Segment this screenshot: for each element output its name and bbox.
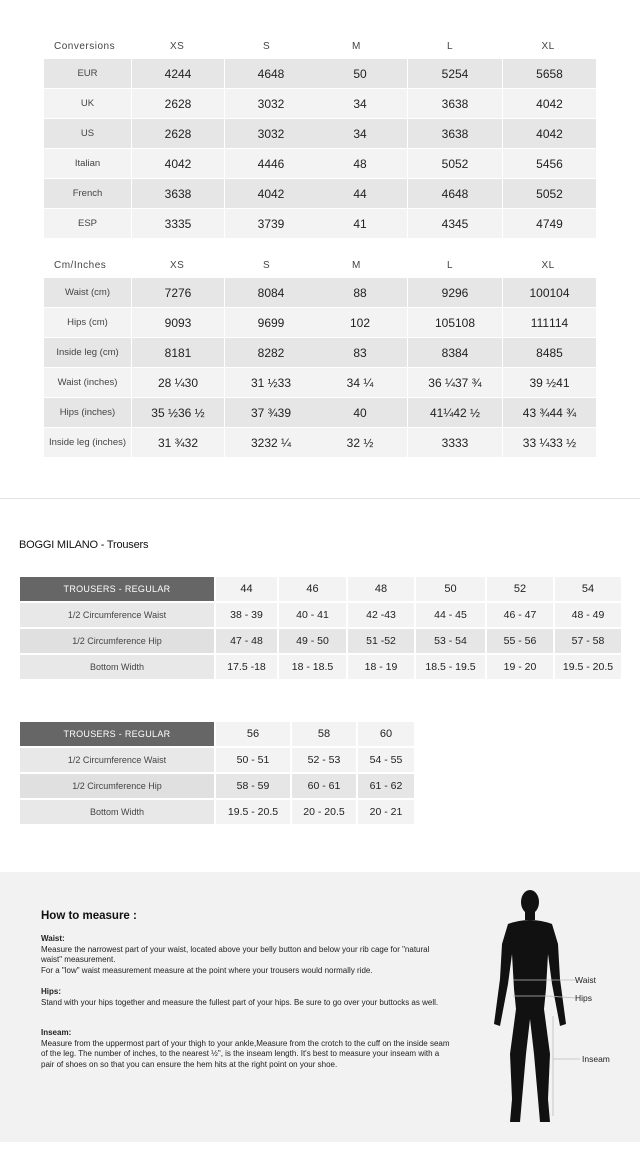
cell-value: 40 - 41 [279, 603, 346, 627]
row-label: Inside leg (inches) [44, 428, 131, 457]
cell-value: 33 [277, 375, 292, 390]
conversions-table [44, 33, 596, 239]
cell-value: 28 [178, 126, 192, 141]
cell-value: 36 [441, 126, 455, 141]
cell-value: 40 [536, 126, 550, 141]
row-label: US [44, 119, 131, 148]
cell-value: 28 ¼ [157, 375, 185, 390]
size-cell [408, 119, 502, 148]
size-cell [408, 149, 502, 178]
cell-value: 36 [164, 186, 178, 201]
waist-text-1: Measure the narrowest part of your waist, located above your belly button and below your rib cage for "natural waist" measurement. [41, 944, 430, 964]
cell-value: 41 [353, 216, 367, 231]
size-cell [408, 278, 502, 307]
cell-value: 19.5 - 20.5 [555, 655, 621, 679]
cell-value: 50 [353, 66, 367, 81]
cell-value: 96 [257, 315, 271, 330]
table-row [44, 149, 596, 179]
body-silhouette-figure [480, 884, 580, 1134]
waist-text-2: For a "low" waist measurement measure at the point where your trousers would normally ride. [41, 965, 373, 975]
cell-value: 43 ¾ [522, 405, 550, 420]
cell-value: 44 [353, 186, 367, 201]
inseam-text: Measure from the uppermost part of your thigh to your ankle,Measure from the crotch to the cuff on the inside seam of the leg. The number of inches, to the nearest ½", is the inseam length. It's best to measure your inseam with a pair of shoes on so that you can ensure the hem hits at the right point on your shoe. [41, 1038, 450, 1069]
cell-value: 37 ¾ [250, 405, 278, 420]
cell-value: 28 [178, 96, 192, 111]
cell-value: 20 - 21 [358, 800, 414, 824]
size-header: 58 [292, 722, 356, 746]
cell-value: 108 [455, 315, 476, 330]
table-row [20, 774, 414, 798]
cell-value: 54 [536, 156, 550, 171]
size-cell [408, 428, 502, 457]
size-cell [313, 308, 407, 337]
size-cell [313, 179, 407, 208]
table-row [44, 59, 596, 89]
row-label: Hips (cm) [44, 308, 131, 337]
trousers-table-2 [18, 720, 416, 826]
size-cell [503, 368, 596, 397]
size-header: XL [541, 260, 555, 271]
cell-value: 114 [549, 315, 569, 330]
cell-value: 48 [455, 186, 469, 201]
cell-value: 48 [271, 66, 285, 81]
cell-value: 46 - 47 [487, 603, 553, 627]
cell-value: 43 [441, 216, 455, 231]
table-row [20, 748, 414, 772]
size-cell [132, 179, 224, 208]
cell-value: 34 [353, 96, 367, 111]
size-header: 56 [216, 722, 290, 746]
table-row [20, 800, 414, 824]
cell-value: 39 ½ [529, 375, 557, 390]
size-cell [503, 149, 596, 178]
cell-value: 92 [441, 285, 455, 300]
cell-value: 105 [434, 315, 455, 330]
cell-value: 37 [257, 216, 271, 231]
cell-value: 50 - 51 [216, 748, 290, 772]
cell-value: 84 [455, 345, 469, 360]
size-cell [503, 179, 596, 208]
table-row [44, 89, 596, 119]
cell-value: 42 [549, 126, 563, 141]
cell-value: 40 [257, 186, 271, 201]
size-header: M [352, 260, 361, 271]
size-cell [132, 398, 224, 427]
row-label: 1/2 Circumference Waist [20, 748, 214, 772]
cell-value: 81 [164, 345, 178, 360]
cell-value: 52 [455, 156, 469, 171]
how-to-measure-panel [0, 872, 640, 1142]
size-cell [225, 59, 317, 88]
size-cell [408, 209, 502, 238]
row-label: 1/2 Circumference Waist [20, 603, 214, 627]
cell-value: 32 [250, 435, 265, 450]
cell-value: 83 [441, 345, 455, 360]
cell-value: 19 - 20 [487, 655, 553, 679]
size-header: 60 [358, 722, 414, 746]
cell-value: 102 [349, 315, 371, 330]
table-row [44, 179, 596, 209]
cell-value: 54 - 55 [358, 748, 414, 772]
cell-value: 85 [549, 345, 563, 360]
cell-value: 30 [257, 96, 271, 111]
cell-value: 33 ¼ [522, 435, 550, 450]
cell-value: 58 - 59 [216, 774, 290, 798]
cell-value: 30 [184, 375, 199, 390]
size-cell [503, 428, 596, 457]
inseam-heading: Inseam: [41, 1028, 72, 1037]
hips-callout-label: Hips [575, 993, 593, 1003]
cell-value: 81 [178, 345, 192, 360]
size-cell [313, 398, 407, 427]
size-cell [408, 368, 502, 397]
cell-value: 39 [277, 405, 292, 420]
table-row [44, 428, 596, 458]
size-cell [313, 209, 407, 238]
cell-value: 44 - 45 [416, 603, 485, 627]
row-label: ESP [44, 209, 131, 238]
cell-value: 50 [441, 156, 455, 171]
cell-value: 50 [536, 186, 550, 201]
size-header: S [263, 260, 271, 271]
size-header: XS [170, 41, 185, 52]
cell-value: 104 [549, 285, 570, 300]
row-label: French [44, 179, 131, 208]
size-header: M [352, 41, 361, 52]
row-label: UK [44, 89, 131, 118]
cell-value: 82 [271, 345, 285, 360]
size-cell [225, 278, 317, 307]
row-label: Bottom Width [20, 655, 214, 679]
size-cell [503, 89, 596, 118]
cell-value: 32 [271, 96, 285, 111]
cell-value: 33 [455, 435, 469, 450]
size-cell [313, 428, 407, 457]
size-cell [503, 278, 596, 307]
cell-value: 26 [164, 96, 178, 111]
cell-value: 18.5 - 19.5 [416, 655, 485, 679]
cell-value: 46 [271, 156, 285, 171]
inseam-section [41, 1028, 451, 1070]
cell-value: 52 [441, 66, 455, 81]
size-cell [503, 308, 596, 337]
waist-heading: Waist: [41, 934, 65, 943]
size-cell [132, 209, 224, 238]
size-header: 54 [555, 577, 621, 601]
size-cell [225, 308, 317, 337]
size-cell [503, 338, 596, 367]
cell-value: 42 -43 [348, 603, 414, 627]
cell-value: 44 ¾ [549, 405, 577, 420]
size-header: L [447, 260, 454, 271]
size-cell [132, 89, 224, 118]
size-cell [313, 338, 407, 367]
table-row [20, 603, 621, 627]
size-cell [313, 278, 407, 307]
cell-value: 34 ¼ [346, 375, 374, 390]
cell-value: 35 [178, 216, 192, 231]
size-cell [132, 338, 224, 367]
cell-value: 99 [271, 315, 285, 330]
cell-value: 58 [549, 66, 563, 81]
cell-value: 61 - 62 [358, 774, 414, 798]
cell-value: 54 [455, 66, 469, 81]
cell-value: 42 [178, 156, 192, 171]
row-label: Waist (cm) [44, 278, 131, 307]
cell-value: 41¼ [429, 405, 454, 420]
cell-value: 17.5 -18 [216, 655, 277, 679]
size-cell [132, 59, 224, 88]
cell-value: 57 - 58 [555, 629, 621, 653]
cell-value: 44 [257, 156, 271, 171]
cell-value: 42 ½ [453, 405, 481, 420]
cell-value: 38 [455, 96, 469, 111]
size-cell [225, 398, 317, 427]
cell-value: 82 [257, 345, 271, 360]
size-cell [503, 209, 596, 238]
row-label: 1/2 Circumference Hip [20, 629, 214, 653]
grid-header-label: Conversions [54, 41, 116, 52]
table-row [44, 398, 596, 428]
size-cell [408, 89, 502, 118]
size-cell [225, 338, 317, 367]
trousers-table-1 [18, 575, 623, 681]
cell-value: 32 [271, 126, 285, 141]
table-row [44, 278, 596, 308]
cell-value: 84 [536, 345, 550, 360]
size-cell [132, 368, 224, 397]
cell-value: 49 [549, 216, 563, 231]
hips-section [41, 987, 451, 1008]
table-row [44, 209, 596, 239]
cell-value: 47 - 48 [216, 629, 277, 653]
size-cell [503, 398, 596, 427]
cell-value: 31 ¾ [157, 435, 185, 450]
size-cell [503, 59, 596, 88]
inseam-callout-label: Inseam [582, 1054, 610, 1064]
cell-value: 56 [549, 156, 563, 171]
table-row [44, 368, 596, 398]
size-cell [503, 119, 596, 148]
size-cell [225, 428, 317, 457]
measurements-table [44, 252, 596, 458]
cell-value: 30 [257, 126, 271, 141]
cell-value: 52 - 53 [292, 748, 356, 772]
cell-value: 20 - 20.5 [292, 800, 356, 824]
trousers-header: TROUSERS - REGULAR [20, 722, 214, 746]
cell-value: 40 [353, 405, 367, 420]
cell-value: 72 [164, 285, 178, 300]
cell-value: 42 [271, 186, 285, 201]
size-header: 50 [416, 577, 485, 601]
cell-value: 45 [455, 216, 469, 231]
cell-value: 38 [178, 186, 192, 201]
table-row [44, 308, 596, 338]
size-header: S [263, 41, 271, 52]
size-cell [132, 149, 224, 178]
table-row [20, 629, 621, 653]
brand-title: BOGGI MILANO - Trousers [19, 539, 149, 551]
row-label: Italian [44, 149, 131, 178]
cell-value: 26 [164, 126, 178, 141]
row-label: EUR [44, 59, 131, 88]
waist-section [41, 934, 451, 976]
cell-value: 32 ¼ [264, 435, 292, 450]
size-header: XS [170, 260, 185, 271]
cell-value: 35 ½ [151, 405, 178, 420]
row-label: Waist (inches) [44, 368, 131, 397]
cell-value: 36 ½ [178, 405, 205, 420]
cell-value: 32 ½ [346, 435, 374, 450]
size-cell [225, 368, 317, 397]
cell-value: 111 [530, 315, 550, 330]
size-header: 52 [487, 577, 553, 601]
hips-heading: Hips: [41, 987, 61, 996]
trousers-header: TROUSERS - REGULAR [20, 577, 214, 601]
cell-value: 36 ¼ [428, 375, 455, 390]
cell-value: 100 [529, 285, 550, 300]
size-cell [408, 308, 502, 337]
waist-callout-label: Waist [575, 975, 596, 985]
cell-value: 38 - 39 [216, 603, 277, 627]
size-cell [313, 89, 407, 118]
cell-value: 51 -52 [348, 629, 414, 653]
cell-value: 37 ¾ [455, 375, 482, 390]
size-cell [132, 119, 224, 148]
cell-value: 41 [556, 375, 570, 390]
size-cell [313, 149, 407, 178]
size-cell [132, 428, 224, 457]
cell-value: 36 [441, 96, 455, 111]
size-cell [408, 338, 502, 367]
cell-value: 53 - 54 [416, 629, 485, 653]
row-label: 1/2 Circumference Hip [20, 774, 214, 798]
size-cell [408, 398, 502, 427]
cell-value: 19.5 - 20.5 [216, 800, 290, 824]
cell-value: 39 [271, 216, 285, 231]
size-cell [313, 119, 407, 148]
size-cell [225, 149, 317, 178]
cell-value: 83 [353, 345, 367, 360]
cell-value: 60 - 61 [292, 774, 356, 798]
cell-value: 33 [441, 435, 455, 450]
cell-value: 55 - 56 [487, 629, 553, 653]
cell-value: 40 [164, 156, 178, 171]
cell-value: 38 [455, 126, 469, 141]
cell-value: 80 [257, 285, 271, 300]
cell-value: 48 [353, 156, 367, 171]
table-row [44, 338, 596, 368]
cell-value: 31 ½ [250, 375, 278, 390]
table-row [20, 655, 621, 679]
cell-value: 49 - 50 [279, 629, 346, 653]
cell-value: 93 [178, 315, 192, 330]
table-row [44, 119, 596, 149]
grid-header-label: Cm/Inches [54, 260, 107, 271]
cell-value: 90 [164, 315, 178, 330]
cell-value: 42 [164, 66, 178, 81]
size-cell [225, 209, 317, 238]
cell-value: 42 [549, 96, 563, 111]
size-cell [132, 308, 224, 337]
cell-value: 18 - 19 [348, 655, 414, 679]
size-cell [225, 179, 317, 208]
cell-value: 76 [178, 285, 192, 300]
row-label: Bottom Width [20, 800, 214, 824]
size-cell [408, 59, 502, 88]
size-cell [132, 278, 224, 307]
size-header: 46 [279, 577, 346, 601]
row-label: Hips (inches) [44, 398, 131, 427]
cell-value: 33 [164, 216, 178, 231]
cell-value: 56 [536, 66, 550, 81]
cell-value: 88 [353, 285, 367, 300]
how-to-measure-title: How to measure : [41, 910, 137, 922]
cell-value: 18 - 18.5 [279, 655, 346, 679]
size-cell [225, 119, 317, 148]
cell-value: 47 [536, 216, 550, 231]
cell-value: 32 [184, 435, 199, 450]
size-header: 44 [216, 577, 277, 601]
size-cell [225, 89, 317, 118]
cell-value: 46 [257, 66, 271, 81]
cell-value: 46 [441, 186, 455, 201]
cell-value: 96 [455, 285, 469, 300]
cell-value: 44 [178, 66, 192, 81]
size-header: XL [541, 41, 555, 52]
hips-text: Stand with your hips together and measure the fullest part of your hips. Be sure to go over your buttocks as well. [41, 997, 439, 1007]
size-header: 48 [348, 577, 414, 601]
cell-value: 34 [353, 126, 367, 141]
size-cell [313, 368, 407, 397]
cell-value: 48 - 49 [555, 603, 621, 627]
cell-value: 40 [536, 96, 550, 111]
size-cell [408, 179, 502, 208]
size-cell [313, 59, 407, 88]
section-divider [0, 498, 640, 499]
cell-value: 33 ½ [549, 435, 577, 450]
row-label: Inside leg (cm) [44, 338, 131, 367]
cell-value: 84 [271, 285, 285, 300]
size-header: L [447, 41, 454, 52]
cell-value: 52 [549, 186, 563, 201]
